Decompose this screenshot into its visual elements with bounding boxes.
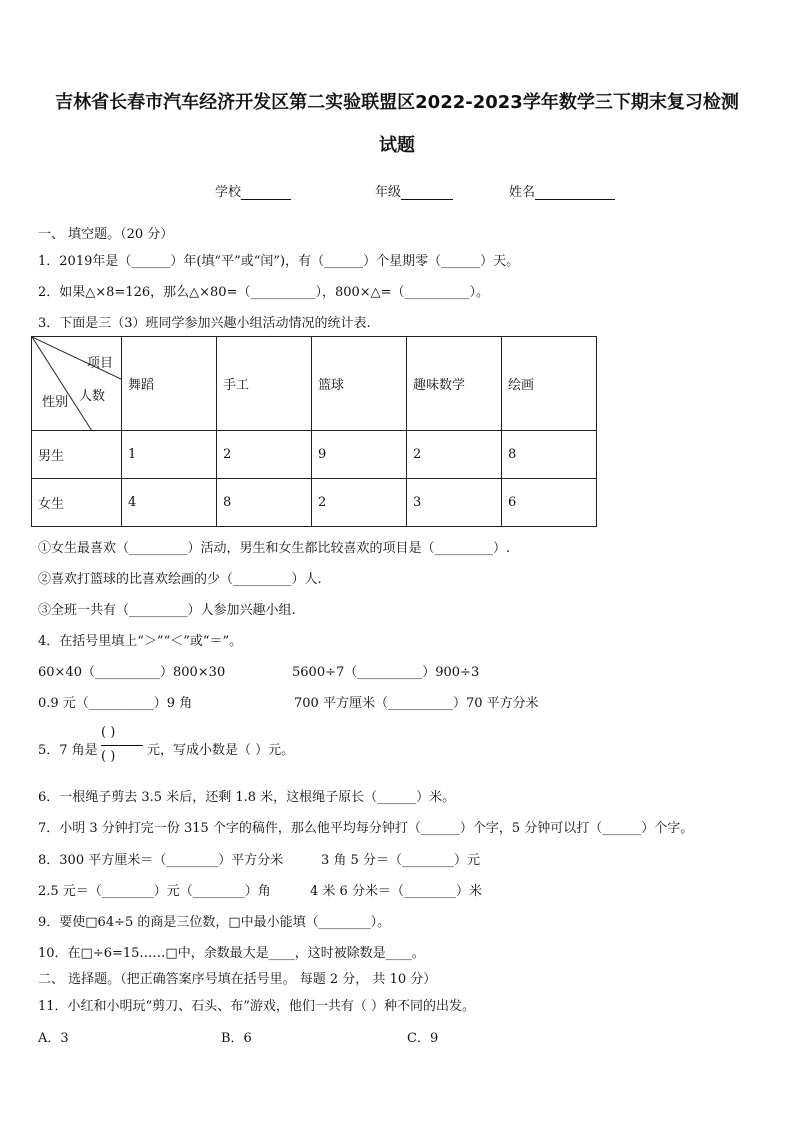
question-4-c: 0.9 元（__________）9 角 <box>38 696 193 711</box>
question-3-part2: ②喜欢打篮球的比喜欢绘画的少（_________）人. <box>38 572 322 587</box>
question-10: 10．在□÷6=15……□中，余数最大是____，这时被除数是____。 <box>38 946 425 961</box>
table-cell: 2 <box>407 431 502 479</box>
question-1: 1．2019年是（______）年(填“平”或“闰”)，有（______）个星期零（______）天。 <box>38 254 520 269</box>
option-b: B．6 <box>221 1031 252 1046</box>
row-label: 男生 <box>32 431 122 479</box>
fraction-blank[interactable] <box>99 724 145 768</box>
question-8-a: 8．300 平方厘米＝（________）平方分米 <box>38 853 284 868</box>
school-field <box>215 181 291 200</box>
table-cell: 2 <box>217 431 312 479</box>
question-8-c: 2.5 元＝（________）元（________）角 <box>38 884 271 899</box>
question-4-a: 60×40（__________）800×30 <box>38 665 226 680</box>
name-blank[interactable] <box>535 185 615 200</box>
question-2: 2．如果△×8=126，那么△×80=（__________），800×△=（__________）。 <box>38 285 490 300</box>
table-cell: 2 <box>312 479 407 527</box>
question-3: 3．下面是三（3）班同学参加兴趣小组活动情况的统计表. <box>38 316 371 331</box>
fraction-numerator: ( ) <box>101 725 116 740</box>
table-cell: 3 <box>407 479 502 527</box>
grade-field <box>375 181 453 200</box>
question-4-d: 700 平方厘米（__________）70 平方分米 <box>294 696 539 711</box>
question-9: 9．要使□64÷5 的商是三位数，□中最小能填（________）。 <box>38 915 391 930</box>
column-header: 绘画 <box>502 337 597 431</box>
column-header: 趣味数学 <box>407 337 502 431</box>
question-4: 4．在括号里填上“＞”“＜”或“＝”。 <box>38 634 243 649</box>
diag-label-count: 人数 <box>79 389 106 404</box>
table-cell: 8 <box>217 479 312 527</box>
name-label: 姓名 <box>509 185 536 200</box>
question-5-prefix: 5．7 角是 <box>38 743 98 758</box>
table-cell: 8 <box>502 431 597 479</box>
table-cell: 1 <box>122 431 217 479</box>
table-cell: 6 <box>502 479 597 527</box>
diag-label-gender: 性别 <box>42 395 69 410</box>
column-header: 手工 <box>217 337 312 431</box>
name-field <box>509 181 615 200</box>
question-7: 7．小明 3 分钟打完一份 315 个字的稿件，那么他平均每分钟打（______）个字，5 分钟可以打（______）个字。 <box>38 821 694 836</box>
table-cell: 4 <box>122 479 217 527</box>
fraction-bar <box>101 745 143 746</box>
option-c: C．9 <box>407 1031 439 1046</box>
question-4-b: 5600÷7（__________）900÷3 <box>292 665 480 680</box>
grade-blank[interactable] <box>401 185 453 200</box>
school-blank[interactable] <box>241 185 291 200</box>
diagonal-header-cell <box>32 337 122 431</box>
question-3-part1: ①女生最喜欢（_________）活动，男生和女生都比较喜欢的项目是（_________）. <box>38 541 511 556</box>
exam-title-line1: 吉林省长春市汽车经济开发区第二实验联盟区2022-2023学年数学三下期末复习检测 <box>55 92 739 113</box>
row-label: 女生 <box>32 479 122 527</box>
option-a: A．3 <box>38 1031 69 1046</box>
question-5-suffix: 元，写成小数是（ ）元。 <box>147 743 295 758</box>
table-row <box>32 479 597 527</box>
table-row <box>32 431 597 479</box>
exam-title-line2: 试题 <box>379 135 415 156</box>
stats-table <box>31 336 597 527</box>
table-cell: 9 <box>312 431 407 479</box>
section1-heading: 一、 填空题。（20 分） <box>38 227 174 242</box>
school-label: 学校 <box>215 185 242 200</box>
question-3-part3: ③全班一共有（_________）人参加兴趣小组. <box>38 603 296 618</box>
column-header: 篮球 <box>312 337 407 431</box>
fraction-denominator: ( ) <box>101 749 116 764</box>
question-8-b: 3 角 5 分＝（________）元 <box>321 853 480 868</box>
diag-label-item: 项目 <box>87 356 114 371</box>
table-header-row <box>32 337 597 431</box>
column-header: 舞蹈 <box>122 337 217 431</box>
question-8-d: 4 米 6 分米＝（________）米 <box>310 884 482 899</box>
grade-label: 年级 <box>375 185 402 200</box>
section2-heading: 二、 选择题。（把正确答案序号填在括号里。 每题 2 分， 共 10 分） <box>38 972 437 987</box>
question-6: 6．一根绳子剪去 3.5 米后，还剩 1.8 米，这根绳子原长（______）米。 <box>38 790 456 805</box>
question-11: 11．小红和小明玩“剪刀、石头、布”游戏，他们一共有（ ）种不同的出发。 <box>38 999 475 1014</box>
